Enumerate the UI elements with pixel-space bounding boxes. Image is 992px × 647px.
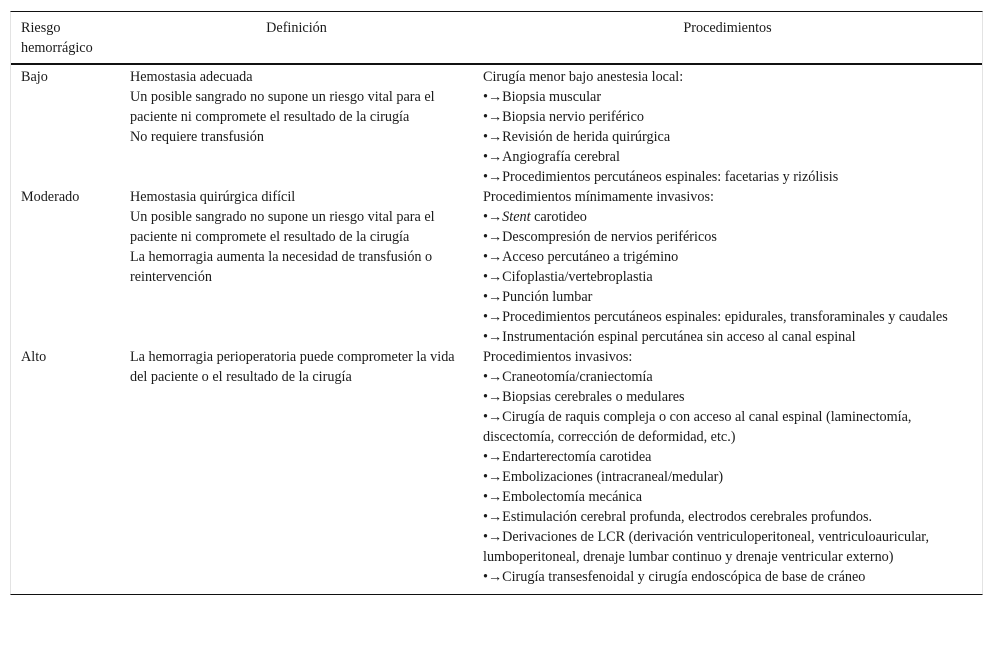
definition-line: Un posible sangrado no supone un riesgo vital para el paciente ni compromete el resultado de la cirugía	[130, 209, 435, 245]
bullet-arrow-icon: •→	[483, 289, 503, 305]
definition-line: La hemorragia aumenta la necesidad de transfusión o reintervención	[130, 249, 433, 285]
procedure-item: •→Angiografía cerebral	[483, 149, 620, 165]
procedures-heading: Procedimientos invasivos:	[483, 349, 633, 365]
header-risk: Riesgo hemorrágico	[21, 20, 93, 56]
definition-line: Hemostasia quirúrgica difícil	[130, 189, 296, 205]
bullet-arrow-icon: •→	[483, 509, 503, 525]
procedure-item: •→Biopsia muscular	[483, 89, 602, 105]
bullet-arrow-icon: •→	[483, 329, 503, 345]
procedure-item: •→Stent carotideo	[483, 209, 587, 225]
procedure-item: •→Procedimientos percutáneos espinales: facetarias y rizólisis	[483, 169, 839, 185]
procedure-item: •→Estimulación cerebral profunda, electrodos cerebrales profundos.	[483, 509, 873, 525]
procedure-item: •→Punción lumbar	[483, 289, 593, 305]
procedure-item: •→Descompresión de nervios periféricos	[483, 229, 717, 245]
procedures-cell	[473, 187, 982, 347]
procedures-heading: Cirugía menor bajo anestesia local:	[483, 69, 684, 85]
procedure-item: •→Cirugía de raquis compleja o con acceso al canal espinal (laminectomía, discectomía, corrección de deformidad, etc.)	[483, 409, 912, 445]
italic-term: Stent	[502, 209, 531, 225]
procedure-item: •→Biopsias cerebrales o medulares	[483, 389, 685, 405]
definition-cell	[120, 187, 473, 347]
bullet-arrow-icon: •→	[483, 409, 503, 425]
table-header	[11, 12, 982, 64]
bullet-arrow-icon: •→	[483, 449, 503, 465]
bullet-arrow-icon: •→	[483, 369, 503, 385]
table-row	[11, 64, 982, 187]
bullet-arrow-icon: •→	[483, 389, 503, 405]
bullet-arrow-icon: •→	[483, 209, 503, 225]
procedure-item: •→Cifoplastia/vertebroplastia	[483, 269, 653, 285]
bullet-arrow-icon: •→	[483, 489, 503, 505]
procedure-item: •→Revisión de herida quirúrgica	[483, 129, 671, 145]
table-row	[11, 347, 982, 594]
procedures-cell	[473, 64, 982, 187]
bullet-arrow-icon: •→	[483, 89, 503, 105]
bullet-arrow-icon: •→	[483, 109, 503, 125]
definition-line: No requiere transfusión	[130, 129, 264, 145]
table	[11, 12, 982, 594]
procedure-item: •→Instrumentación espinal percutánea sin acceso al canal espinal	[483, 329, 856, 345]
bullet-arrow-icon: •→	[483, 229, 503, 245]
bullet-arrow-icon: •→	[483, 309, 503, 325]
table-body	[11, 64, 982, 594]
risk-cell: Bajo	[21, 69, 48, 85]
bullet-arrow-icon: •→	[483, 249, 503, 265]
bullet-arrow-icon: •→	[483, 169, 503, 185]
procedures-cell	[473, 347, 982, 594]
bullet-arrow-icon: •→	[483, 269, 503, 285]
procedure-item: •→Procedimientos percutáneos espinales: epidurales, transforaminales y caudales	[483, 309, 948, 325]
table-row	[11, 187, 982, 347]
definition-line: Hemostasia adecuada	[130, 69, 253, 85]
bullet-arrow-icon: •→	[483, 149, 503, 165]
definition-cell	[120, 347, 473, 594]
definition-cell	[120, 64, 473, 187]
bullet-arrow-icon: •→	[483, 569, 503, 585]
procedure-item: •→Acceso percutáneo a trigémino	[483, 249, 679, 265]
header-row	[11, 12, 982, 64]
procedure-item: •→Embolectomía mecánica	[483, 489, 642, 505]
procedure-item: •→Biopsia nervio periférico	[483, 109, 644, 125]
definition-line: La hemorragia perioperatoria puede comprometer la vida del paciente o el resultado de la cirugía	[130, 349, 455, 385]
header-definition: Definición	[266, 20, 327, 36]
procedure-item: •→Endarterectomía carotidea	[483, 449, 652, 465]
risk-cell: Alto	[21, 349, 47, 365]
procedure-item: •→Craneotomía/craniectomía	[483, 369, 653, 385]
definition-line: Un posible sangrado no supone un riesgo vital para el paciente ni compromete el resultado de la cirugía	[130, 89, 435, 125]
bullet-arrow-icon: •→	[483, 129, 503, 145]
header-procedures: Procedimientos	[683, 20, 772, 36]
bullet-arrow-icon: •→	[483, 469, 503, 485]
bleeding-risk-table	[10, 11, 983, 595]
procedure-item: •→Cirugía transesfenoidal y cirugía endoscópica de base de cráneo	[483, 569, 866, 585]
procedures-heading: Procedimientos mínimamente invasivos:	[483, 189, 714, 205]
risk-cell: Moderado	[21, 189, 80, 205]
procedure-item: •→Derivaciones de LCR (derivación ventriculoperitoneal, ventriculoauricular, lumboperitoneal, drenaje lumbar continuo y drenaje ventricular externo)	[483, 529, 930, 565]
procedure-item: •→Embolizaciones (intracraneal/medular)	[483, 469, 724, 485]
bullet-arrow-icon: •→	[483, 529, 503, 545]
